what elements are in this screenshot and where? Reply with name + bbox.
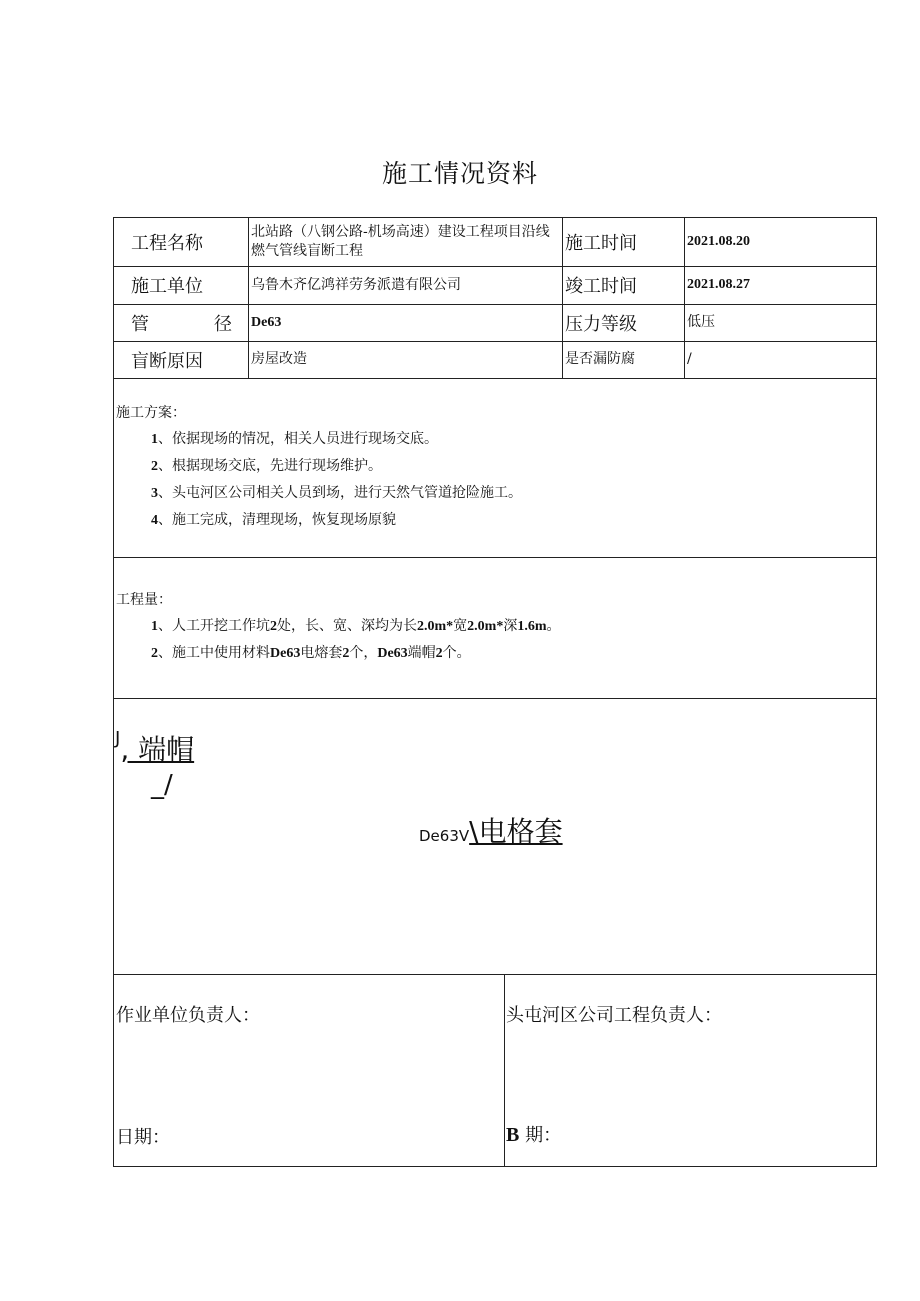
section-divider	[114, 974, 876, 975]
fitting-annotation	[419, 810, 563, 850]
plan-item: 4、施工完成，清理现场，恢复现场原貌	[151, 512, 396, 528]
construction-record-sheet	[113, 217, 877, 1167]
cut-reason-label: 盲断原因	[131, 350, 203, 372]
quantity-item: 1、人工开挖工作坑2处，长、宽、深均为长2.0m*宽2.0m*深1.6m。	[151, 618, 561, 634]
construction-unit-label: 施工单位	[131, 276, 203, 297]
construction-plan	[114, 400, 522, 534]
construction-time-value: 2021.08.20	[687, 234, 750, 249]
pipe-diameter-label-part: 径	[214, 313, 232, 335]
pressure-value: 低压	[687, 314, 715, 330]
fitting-label: \电格套	[469, 815, 563, 848]
leak-corrosion-label: 是否漏防腐	[565, 351, 635, 367]
end-cap-annotation	[115, 728, 194, 768]
project-name-label: 工程名称	[131, 233, 203, 254]
project-name-value: 北站路（八钢公路-机场高速）建设工程项目沿线燃气管线盲断工程	[251, 224, 550, 259]
work-unit-responsible-label: 作业单位负责人：	[116, 1005, 260, 1026]
document-title: 施工情况资料	[381, 159, 538, 188]
section-divider	[114, 698, 876, 699]
row-divider	[114, 378, 876, 379]
completion-time-value: 2021.08.27	[687, 277, 750, 292]
pipe-diameter-label-part: 管	[131, 313, 149, 335]
quantity-heading: 工程量：	[116, 592, 172, 608]
right-date-label: B 期：	[506, 1124, 562, 1146]
plan-item: 1、依据现场的情况，相关人员进行现场交底。	[151, 431, 438, 447]
district-engineer-label: 头屯河区公司工程负责人：	[506, 1005, 722, 1026]
section-divider	[114, 557, 876, 558]
leak-corrosion-value: /	[687, 351, 692, 367]
plan-item: 2、根据现场交底，先进行现场维护。	[151, 458, 382, 474]
end-cap-mark: J	[115, 728, 121, 749]
left-date-label: 日期：	[116, 1127, 170, 1148]
end-cap-label: , 端帽	[120, 733, 195, 766]
end-cap-pointer: _/	[151, 770, 173, 800]
signature-divider	[504, 974, 505, 1167]
pipe-diameter-value: De63	[251, 314, 282, 330]
work-quantity	[114, 587, 561, 667]
quantity-item: 2、施工中使用材料De63电熔套2个，De63端帽2个。	[151, 645, 471, 661]
construction-time-label: 施工时间	[565, 233, 637, 254]
completion-time-label: 竣工时间	[565, 276, 637, 297]
plan-item: 3、头屯河区公司相关人员到场，进行天然气管道抢险施工。	[151, 485, 522, 501]
construction-unit-value: 乌鲁木齐亿鸿祥劳务派遣有限公司	[251, 276, 461, 293]
pipe-diameter-label	[114, 304, 248, 341]
fitting-size: De63V	[419, 827, 470, 845]
cut-reason-value: 房屋改造	[251, 351, 307, 367]
plan-heading: 施工方案：	[116, 405, 186, 421]
pressure-label: 压力等级	[565, 313, 637, 335]
